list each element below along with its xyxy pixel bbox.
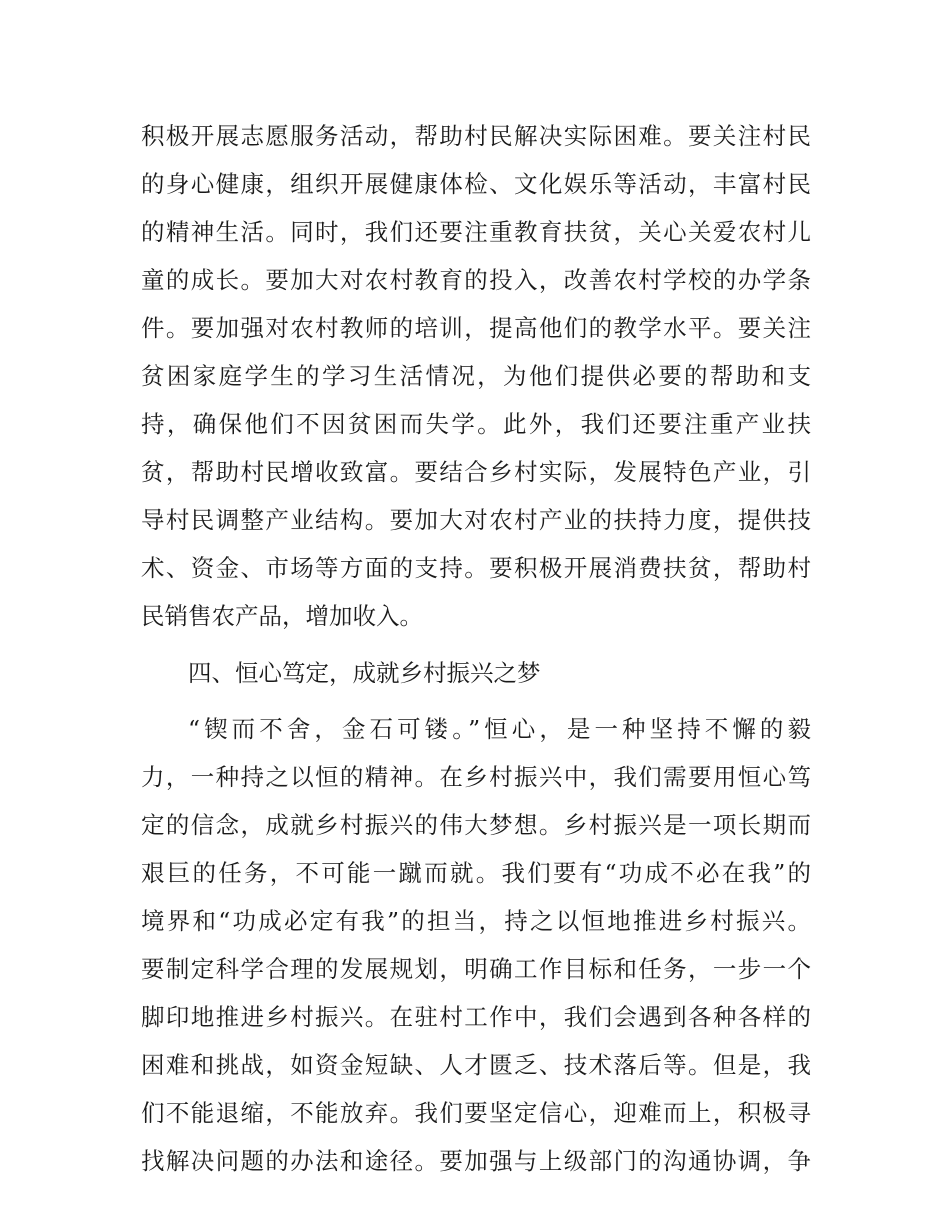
text-line: 民销售农产品，增加收入。 [141, 602, 423, 630]
text-line: 力，一种持之以恒的精神。在乡村振兴中，我们需要用恒心笃 [141, 763, 811, 791]
text-line: 术、资金、市场等方面的支持。要积极开展消费扶贫，帮助村 [141, 554, 811, 582]
text-line: 困难和挑战，如资金短缺、人才匮乏、技术落后等。但是，我 [141, 1051, 811, 1079]
text-line: 要制定科学合理的发展规划，明确工作目标和任务，一步一个 [141, 955, 811, 983]
document-body [141, 112, 811, 1185]
text-line: 导村民调整产业结构。要加大对农村产业的扶持力度，提供技 [141, 506, 811, 534]
text-line: 定的信念，成就乡村振兴的伟大梦想。乡村振兴是一项长期而 [141, 811, 811, 839]
paragraph-2 [141, 705, 811, 1185]
text-line: 贫，帮助村民增收致富。要结合乡村实际，发展特色产业，引 [141, 458, 811, 486]
text-line: 找解决问题的办法和途径。要加强与上级部门的沟通协调，争 [141, 1147, 811, 1175]
text-line: 积极开展志愿服务活动，帮助村民解决实际困难。要关注村民 [141, 122, 811, 150]
text-line: 脚印地推进乡村振兴。在驻村工作中，我们会遇到各种各样的 [141, 1003, 811, 1031]
text-line: 艰巨的任务，不可能一蹴而就。我们要有“功成不必在我”的 [141, 859, 811, 887]
text-line: 贫困家庭学生的学习生活情况，为他们提供必要的帮助和支 [141, 362, 811, 390]
text-line: 童的成长。要加大对农村教育的投入，改善农村学校的办学条 [141, 266, 811, 294]
text-line: 的身心健康，组织开展健康体检、文化娱乐等活动，丰富村民 [141, 170, 811, 198]
text-line: 们不能退缩，不能放弃。我们要坚定信心，迎难而上，积极寻 [141, 1099, 811, 1127]
text-line: 境界和“功成必定有我”的担当，持之以恒地推进乡村振兴。 [141, 907, 811, 935]
text-line: “锲而不舍，金石可镂。”恒心，是一种坚持不懈的毅 [188, 715, 811, 743]
text-line: 的精神生活。同时，我们还要注重教育扶贫，关心关爱农村儿 [141, 218, 811, 246]
text-line: 件。要加强对农村教师的培训，提高他们的教学水平。要关注 [141, 314, 811, 342]
text-line: 持，确保他们不因贫困而失学。此外，我们还要注重产业扶 [141, 410, 811, 438]
section-heading: 四、恒心笃定，成就乡村振兴之梦 [188, 659, 541, 687]
paragraph-1 [141, 112, 811, 640]
